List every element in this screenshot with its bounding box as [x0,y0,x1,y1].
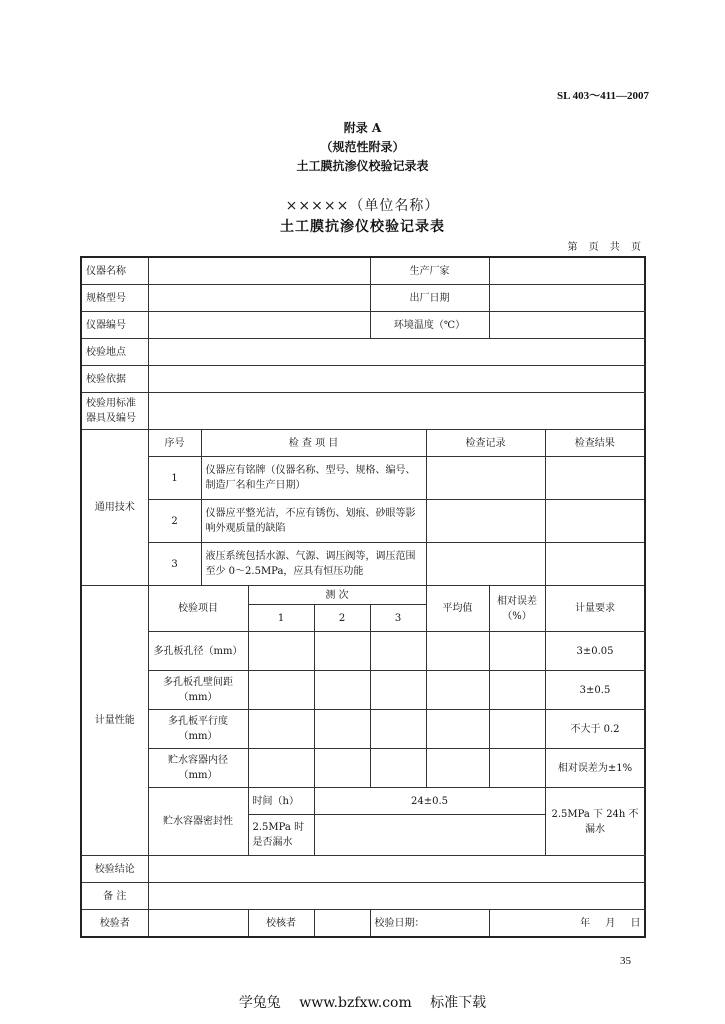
metro-requirement: 3±0.5 [545,671,645,710]
measure-3-input[interactable] [370,749,426,788]
measure-2-input[interactable] [314,671,370,710]
general-result-input[interactable] [545,500,645,543]
input-instrument-no[interactable] [148,312,370,339]
general-no: 3 [148,543,201,586]
average-input[interactable] [426,749,489,788]
measure-1-input[interactable] [248,671,314,710]
col-check-item: 检 查 项 目 [201,430,426,457]
seal-time-label: 时间（h） [248,788,314,815]
general-row [81,457,645,500]
input-checker[interactable] [314,910,370,938]
col-check-record: 检查记录 [426,430,545,457]
col-rel-error: 相对误差（%） [489,586,545,632]
measure-3-input[interactable] [370,710,426,749]
section-general: 通用技术 [81,430,148,586]
measure-1-input[interactable] [248,710,314,749]
row-standard-instruments [81,393,645,430]
col-measure: 测 次 [248,586,426,605]
seal-leak-label: 2.5MPa 时是否漏水 [248,815,314,856]
general-record-input[interactable] [426,500,545,543]
measure-2-input[interactable] [314,632,370,671]
standard-code: SL 403～411—2007 [557,90,649,102]
average-input[interactable] [426,710,489,749]
general-header-row [81,430,645,457]
general-row [81,500,645,543]
row-instrument-name [81,257,645,285]
rel-error-input[interactable] [489,749,545,788]
label-location: 校验地点 [81,339,148,366]
label-env-temp: 环境温度（℃） [370,312,489,339]
row-basis [81,366,645,393]
rel-error-input[interactable] [489,710,545,749]
label-instrument-name: 仪器名称 [81,257,148,285]
measure-3-input[interactable] [370,671,426,710]
metro-item: 多孔板平行度（mm） [148,710,248,749]
measure-3-input[interactable] [370,632,426,671]
section-metrology: 计量性能 [81,586,148,856]
row-model [81,285,645,312]
col-measure-3: 3 [370,605,426,632]
col-calib-item: 校验项目 [148,586,248,632]
general-record-input[interactable] [426,457,545,500]
measure-2-input[interactable] [314,710,370,749]
label-model: 规格型号 [81,285,148,312]
input-verifier[interactable] [148,910,248,938]
input-conclusion[interactable] [148,856,645,883]
input-model[interactable] [148,285,370,312]
seal-item: 贮水容器密封性 [148,788,248,856]
appendix-label: 附录 A [343,121,382,135]
measure-2-input[interactable] [314,749,370,788]
general-no: 2 [148,500,201,543]
row-instrument-no [81,312,645,339]
input-instrument-name[interactable] [148,257,370,285]
metro-item: 贮水容器内径（mm） [148,749,248,788]
seal-requirement: 2.5MPa 下 24h 不漏水 [545,788,645,856]
metro-row [81,671,645,710]
general-no: 1 [148,457,201,500]
general-item-text: 仪器应有铭牌（仪器名称、型号、规格、编号、制造厂名和生产日期） [201,457,426,500]
label-checker: 校核者 [248,910,314,938]
average-input[interactable] [426,671,489,710]
label-verifier: 校验者 [81,910,148,938]
metro-requirement: 不大于 0.2 [545,710,645,749]
form-title: 土工膜抗渗仪校验记录表 [280,219,445,235]
input-env-temp[interactable] [489,312,645,339]
label-basis: 校验依据 [81,366,148,393]
page-info: 第 页 共 页 [567,242,641,253]
metro-row [81,632,645,671]
row-remarks [81,883,645,910]
seal-time-value: 24±0.5 [314,788,545,815]
input-location[interactable] [148,339,645,366]
row-signatures [81,910,645,938]
col-no: 序号 [148,430,201,457]
col-measure-1: 1 [248,605,314,632]
metro-item: 多孔板孔壁间距（mm） [148,671,248,710]
col-check-result: 检查结果 [545,430,645,457]
col-measure-2: 2 [314,605,370,632]
rel-error-input[interactable] [489,671,545,710]
input-remarks[interactable] [148,883,645,910]
calibration-record-table [80,256,646,938]
label-manufacturer: 生产厂家 [370,257,489,285]
seal-row-1 [81,788,645,815]
col-average: 平均值 [426,586,489,632]
label-production-date: 出厂日期 [370,285,489,312]
appendix-title: 土工膜抗渗仪校验记录表 [296,159,429,173]
metro-row [81,749,645,788]
input-calib-date[interactable]: 年 月 日 [489,910,645,938]
measure-1-input[interactable] [248,749,314,788]
input-basis[interactable] [148,366,645,393]
metro-requirement: 3±0.05 [545,632,645,671]
input-standard-instruments[interactable] [148,393,645,430]
measure-1-input[interactable] [248,632,314,671]
row-conclusion [81,856,645,883]
unit-name: ×××××（单位名称） [285,198,440,214]
metro-requirement: 相对误差为±1% [545,749,645,788]
label-standard-instruments: 校验用标准器具及编号 [81,393,148,430]
label-instrument-no: 仪器编号 [81,312,148,339]
input-production-date[interactable] [489,285,645,312]
metro-header-row-1 [81,586,645,605]
general-item-text: 仪器应平整光洁，不应有锈伤、划痕、砂眼等影响外观质量的缺陷 [201,500,426,543]
page-number: 35 [620,955,631,967]
label-conclusion: 校验结论 [81,856,148,883]
seal-leak-input[interactable] [314,815,545,856]
footer-watermark: 学兔兔 www.bzfxw.com 标准下载 [238,995,487,1011]
general-result-input[interactable] [545,457,645,500]
appendix-nature: （规范性附录） [320,140,405,154]
general-row [81,543,645,586]
label-remarks: 备 注 [81,883,148,910]
general-result-input[interactable] [545,543,645,586]
row-location [81,339,645,366]
metro-item: 多孔板孔径（mm） [148,632,248,671]
input-manufacturer[interactable] [489,257,645,285]
average-input[interactable] [426,632,489,671]
metro-row [81,710,645,749]
general-item-text: 液压系统包括水源、气源、调压阀等，调压范围至少 0～2.5MPa，应具有恒压功能 [201,543,426,586]
col-requirement: 计量要求 [545,586,645,632]
rel-error-input[interactable] [489,632,545,671]
general-record-input[interactable] [426,543,545,586]
label-calib-date: 校验日期： [370,910,489,938]
